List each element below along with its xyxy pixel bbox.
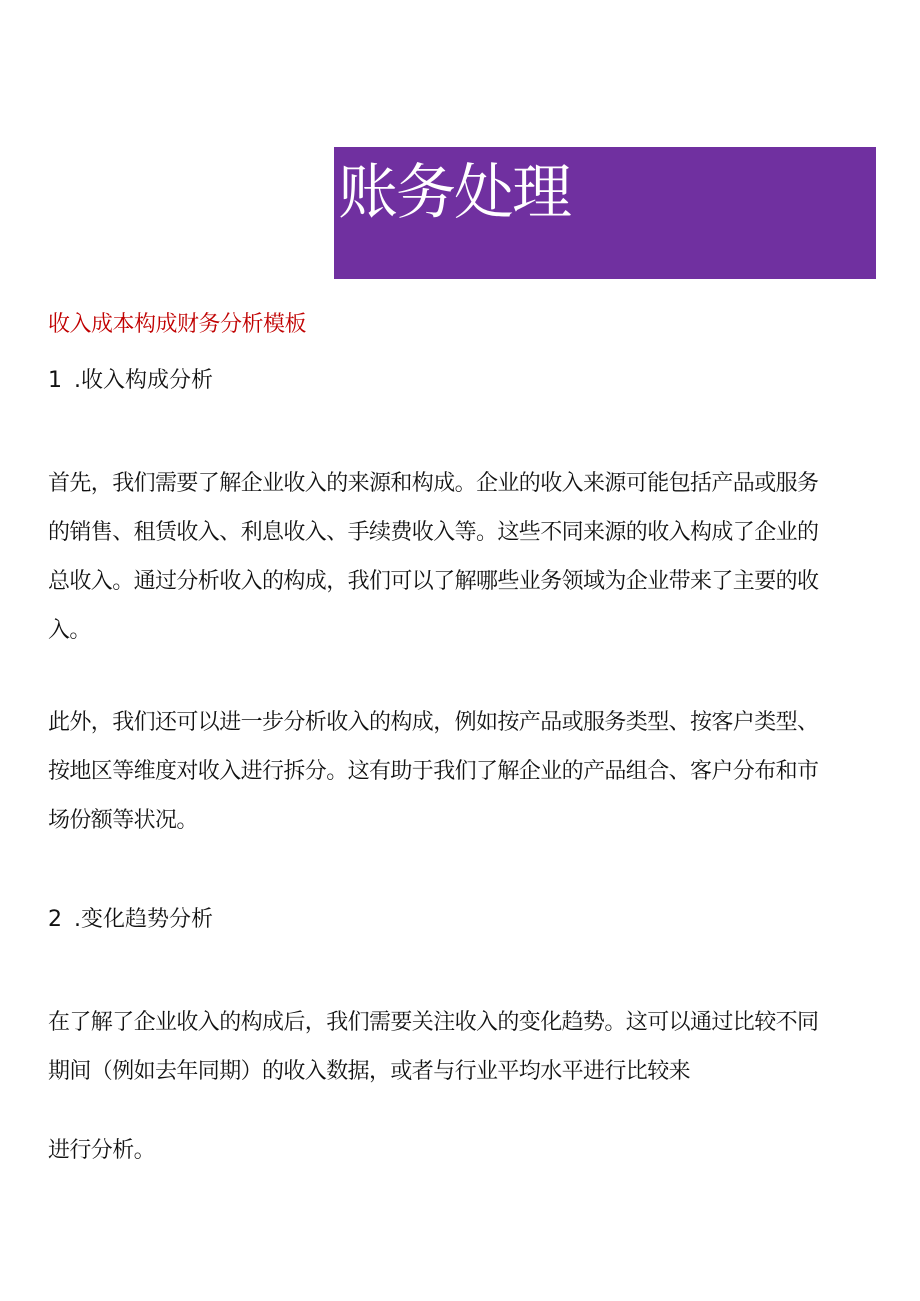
paragraph-line: 期间（例如去年同期）的收入数据，或者与行业平均水平进行比较来 xyxy=(48,1059,691,1084)
paragraph-line: 进行分析。 xyxy=(48,1138,156,1163)
section-heading-text: .变化趋势分析 xyxy=(74,907,213,932)
paragraph-line: 入。 xyxy=(48,618,91,643)
paragraph-line: 的销售、租赁收入、利息收入、手续费收入等。这些不同来源的收入构成了企业的 xyxy=(48,520,819,545)
paragraph-2 xyxy=(48,698,878,845)
title-banner xyxy=(334,147,876,279)
document-title: 收入成本构成财务分析模板 xyxy=(48,312,307,337)
paragraph-line: 首先，我们需要了解企业收入的来源和构成。企业的收入来源可能包括产品或服务 xyxy=(48,471,819,496)
paragraph-3 xyxy=(48,998,878,1096)
section-heading-2 xyxy=(48,905,213,935)
section-heading-1 xyxy=(48,366,213,396)
section-number: 2 xyxy=(48,907,62,932)
paragraph-1 xyxy=(48,459,878,655)
paragraph-line: 此外，我们还可以进一步分析收入的构成，例如按产品或服务类型、按客户类型、 xyxy=(48,710,819,735)
paragraph-line: 按地区等维度对收入进行拆分。这有助于我们了解企业的产品组合、客户分布和市 xyxy=(48,759,819,784)
banner-title: 账务处理 xyxy=(338,158,570,228)
paragraph-line: 在了解了企业收入的构成后，我们需要关注收入的变化趋势。这可以通过比较不同 xyxy=(48,1010,819,1035)
section-heading-text: .收入构成分析 xyxy=(74,368,213,393)
paragraph-line: 总收入。通过分析收入的构成，我们可以了解哪些业务领域为企业带来了主要的收 xyxy=(48,569,819,594)
section-number: 1 xyxy=(48,368,62,393)
paragraph-4 xyxy=(48,1126,878,1175)
paragraph-line: 场份额等状况。 xyxy=(48,808,198,833)
